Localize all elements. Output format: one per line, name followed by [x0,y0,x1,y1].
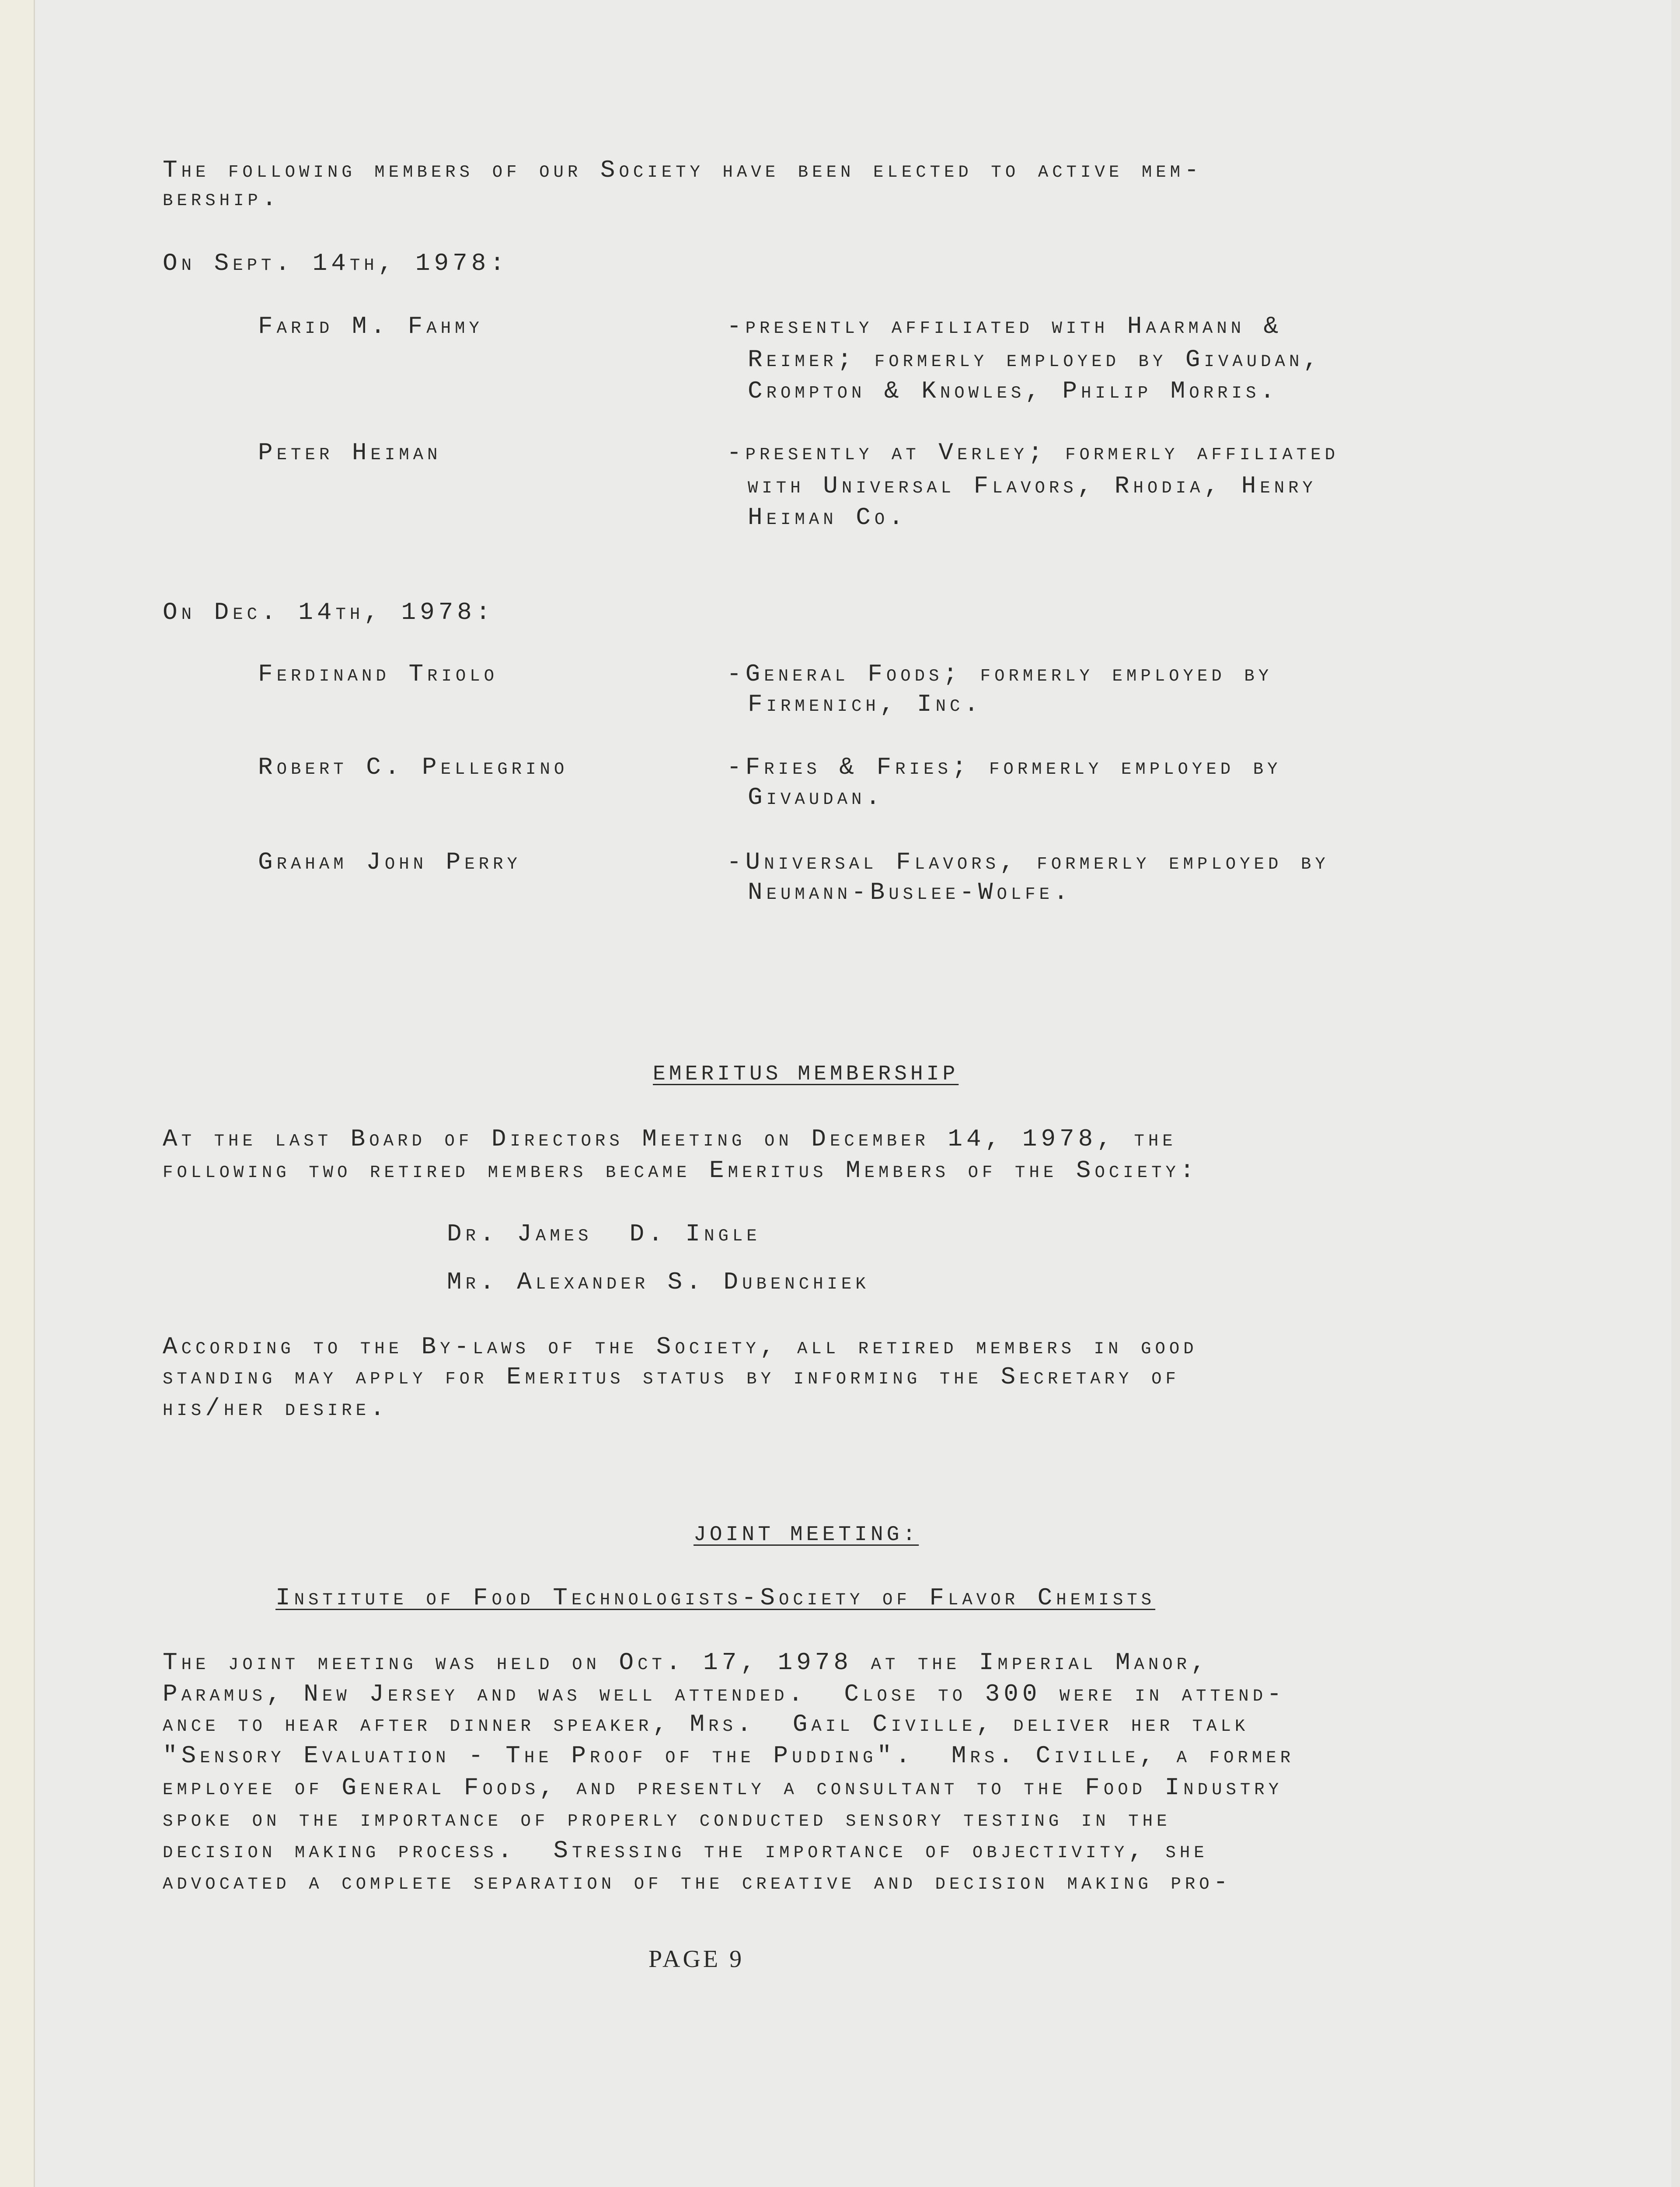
joint-body-line: Paramus, New Jersey and was well attended. Close to 300 were in attend- [163,1680,1286,1708]
member-desc: -presently affiliated with Haarmann & [727,312,1283,340]
member-desc: -Fries & Fries; formerly employed by [727,753,1282,781]
member-desc: -presently at Verley; formerly affiliated [727,439,1339,467]
dec-date-heading: On Dec. 14th, 1978: [163,598,495,626]
joint-body-line: spoke on the importance of properly conducted sensory testing in the [163,1805,1171,1833]
emeritus-intro-line: following two retired members became Emeritus Members of the Society: [163,1156,1199,1184]
book-binding-edge [0,0,35,2187]
joint-meeting-subheading: Institute of Food Technologists-Society of Flavor Chemists [275,1584,1156,1612]
joint-body-line: ance to hear after dinner speaker, Mrs. Gail Civille, deliver her talk [163,1710,1249,1738]
member-desc: Firmenich, Inc. [748,690,983,718]
intro-line: bership. [163,185,281,213]
member-name: Peter Heiman [258,439,442,467]
member-desc: Givaudan. [748,783,885,811]
member-desc: Crompton & Knowles, Philip Morris. [748,377,1279,405]
member-name: Graham John Perry [258,848,521,876]
member-desc: -Universal Flavors, formerly employed by [727,848,1329,876]
member-name: Farid M. Fahmy [258,312,483,340]
member-desc: Neumann-Buslee-Wolfe. [748,878,1072,906]
joint-meeting-heading: JOINT MEETING: [694,1523,919,1547]
emeritus-heading: EMERITUS MEMBERSHIP [653,1062,959,1086]
joint-body-line: employee of General Foods, and presently a consultant to the Food Industry [163,1774,1283,1802]
emeritus-note-line: his/her desire. [163,1394,389,1422]
joint-body-line: decision making process. Stressing the importance of objectivity, she [163,1837,1208,1865]
joint-body-line: The joint meeting was held on Oct. 17, 1978 at the Imperial Manor, [163,1649,1209,1677]
emeritus-intro-line: At the last Board of Directors Meeting on December 14, 1978, the [163,1125,1177,1153]
intro-line: The following members of our Society have been elected to active mem- [163,156,1203,184]
member-name: Ferdinand Triolo [258,660,498,688]
sept-date-heading: On Sept. 14th, 1978: [163,249,509,277]
emeritus-member-name: Mr. Alexander S. Dubenchiek [447,1268,870,1296]
page-right-edge [1671,0,1680,2187]
emeritus-note-line: standing may apply for Emeritus status by informing the Secretary of [163,1363,1180,1391]
member-desc: -General Foods; formerly employed by [727,660,1273,688]
member-desc: with Universal Flavors, Rhodia, Henry [748,472,1317,500]
member-name: Robert C. Pellegrino [258,753,568,781]
joint-body-line: advocated a complete separation of the creative and decision making pro- [163,1868,1232,1896]
member-desc: Reimer; formerly employed by Givaudan, [748,346,1322,374]
page-number: PAGE 9 [648,1946,745,1973]
emeritus-member-name: Dr. James D. Ingle [447,1220,761,1248]
member-desc: Heiman Co. [748,503,907,531]
emeritus-note-line: According to the By-laws of the Society, all retired members in good [163,1333,1198,1361]
joint-body-line: "Sensory Evaluation - The Proof of the Pudding". Mrs. Civille, a former [163,1742,1295,1770]
